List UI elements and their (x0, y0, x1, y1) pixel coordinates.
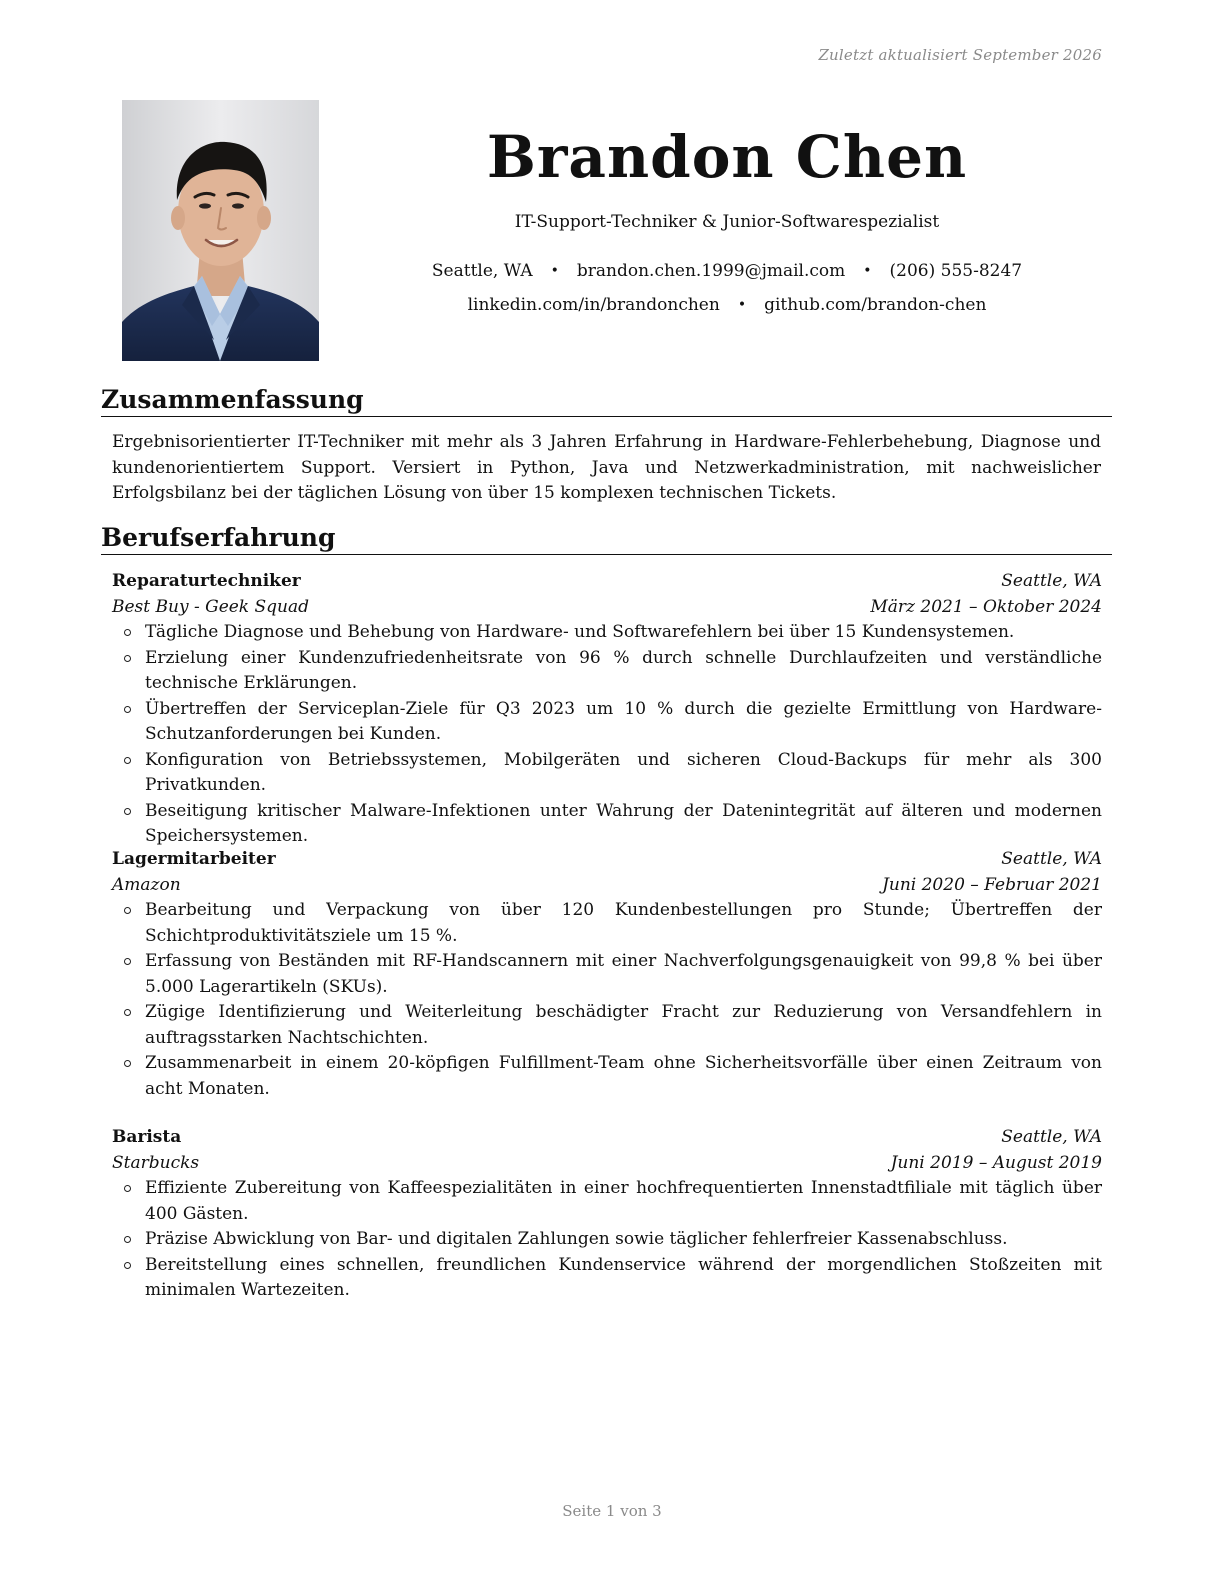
experience-heading: Berufserfahrung (101, 522, 1112, 555)
circle-bullet-icon (124, 1009, 131, 1016)
circle-bullet-icon (124, 629, 131, 636)
job-dates: Juni 2019 – August 2019 (890, 1152, 1102, 1173)
job-dates: März 2021 – Oktober 2024 (870, 596, 1102, 617)
contact-line-primary (330, 254, 1124, 288)
bullet-text: Konfiguration von Betriebssystemen, Mobilgeräten und sicheren Cloud-Backups für mehr als 300 Privatkunden. (145, 749, 1102, 795)
job-entry (112, 569, 1102, 850)
bullet-text: Erfassung von Beständen mit RF-Handscannern mit einer Nachverfolgungsgenauigkeit von 99,8 % bei über 5.000 Lagerartikeln (SKUs). (145, 951, 1102, 997)
bullet-separator: • (863, 263, 872, 279)
circle-bullet-icon (124, 706, 131, 713)
circle-bullet-icon (124, 958, 131, 965)
bullet-text: Bereitstellung eines schnellen, freundlichen Kundenservice während der morgendlichen Stoßzeiten mit minimalen Wartezeiten. (145, 1254, 1102, 1300)
summary-heading: Zusammenfassung (101, 384, 1112, 417)
email-link[interactable]: brandon.chen.1999@jmail.com (576, 261, 846, 281)
list-item (112, 1000, 1102, 1051)
job-title: Reparaturtechniker (112, 571, 301, 591)
job-title: Barista (112, 1127, 182, 1147)
job-entry (112, 1125, 1102, 1304)
job-company: Amazon (112, 874, 181, 895)
list-item (112, 1227, 1102, 1253)
last-updated-note: Zuletzt aktualisiert September 2026 (818, 46, 1102, 64)
job-entry (112, 847, 1102, 1102)
bullet-text: Bearbeitung und Verpackung von über 120 Kundenbestellungen pro Stunde; Übertreffen der Schichtproduktivitätsziele um 15 %. (145, 900, 1102, 946)
bullet-text: Tägliche Diagnose und Behebung von Hardware- und Softwarefehlern bei über 15 Kundensystemen. (145, 622, 1015, 642)
circle-bullet-icon (124, 907, 131, 914)
linkedin-link[interactable]: linkedin.com/in/brandonchen (467, 295, 720, 315)
job-company: Starbucks (112, 1152, 200, 1173)
circle-bullet-icon (124, 1262, 131, 1269)
list-item (112, 748, 1102, 799)
bullet-text: Effiziente Zubereitung von Kaffeespezialitäten in einer hochfrequentierten Innenstadtfiliale mit täglich über 400 Gästen. (145, 1178, 1102, 1224)
candidate-name: Brandon Chen (486, 123, 968, 191)
bullet-text: Präzise Abwicklung von Bar- und digitalen Zahlungen sowie täglicher fehlerfreier Kassenabschluss. (145, 1229, 1008, 1249)
list-item (112, 949, 1102, 1000)
list-item (112, 697, 1102, 748)
circle-bullet-icon (124, 1060, 131, 1067)
page-footer: Seite 1 von 3 (562, 1502, 662, 1520)
list-item (112, 1051, 1102, 1102)
bullet-separator: • (550, 263, 559, 279)
github-link[interactable]: github.com/brandon-chen (764, 295, 987, 315)
job-title: Lagermitarbeiter (112, 849, 276, 869)
job-location: Seattle, WA (1001, 1127, 1102, 1147)
resume-header (330, 118, 1124, 322)
job-header-row (112, 847, 1102, 873)
bullet-text: Zusammenarbeit in einem 20-köpfigen Fulfillment-Team ohne Sicherheitsvorfälle über einen Zeitraum von acht Monaten. (145, 1053, 1102, 1099)
job-subheader-row (112, 595, 1102, 621)
location-text: Seattle, WA (431, 261, 533, 281)
list-item (112, 799, 1102, 850)
job-company: Best Buy - Geek Squad (112, 596, 310, 617)
job-bullet-list (112, 620, 1102, 850)
bullet-text: Zügige Identifizierung und Weiterleitung beschädigter Fracht zur Reduzierung von Versandfehlern in auftragsstarken Nachtschichten. (145, 1002, 1102, 1048)
job-location: Seattle, WA (1001, 849, 1102, 869)
job-header-row (112, 1125, 1102, 1151)
job-dates: Juni 2020 – Februar 2021 (882, 874, 1102, 895)
job-bullet-list (112, 898, 1102, 1102)
job-subheader-row (112, 873, 1102, 899)
phone-text: (206) 555-8247 (889, 261, 1023, 281)
circle-bullet-icon (124, 808, 131, 815)
list-item (112, 646, 1102, 697)
bullet-text: Übertreffen der Serviceplan-Ziele für Q3 2023 um 10 % durch die gezielte Ermittlung von Hardware-Schutzanforderungen bei Kunden. (145, 698, 1102, 744)
circle-bullet-icon (124, 1236, 131, 1243)
list-item (112, 898, 1102, 949)
contact-line-secondary (330, 288, 1124, 322)
circle-bullet-icon (124, 1185, 131, 1192)
bullet-separator: • (737, 297, 747, 313)
list-item (112, 620, 1102, 646)
job-location: Seattle, WA (1001, 571, 1102, 591)
portrait-photo (122, 100, 319, 361)
job-subheader-row (112, 1151, 1102, 1177)
bullet-text: Erzielung einer Kundenzufriedenheitsrate von 96 % durch schnelle Durchlaufzeiten und verständliche technische Erklärungen. (145, 647, 1102, 693)
job-header-row (112, 569, 1102, 595)
portrait-illustration (122, 100, 319, 361)
candidate-headline: IT-Support-Techniker & Junior-Softwarespezialist (514, 212, 940, 232)
bullet-text: Beseitigung kritischer Malware-Infektionen unter Wahrung der Datenintegrität auf älteren und modernen Speichersystemen. (145, 800, 1102, 846)
list-item (112, 1176, 1102, 1227)
list-item (112, 1253, 1102, 1304)
circle-bullet-icon (124, 655, 131, 662)
summary-text: Ergebnisorientierter IT-Techniker mit mehr als 3 Jahren Erfahrung in Hardware-Fehlerbehebung, Diagnose und kundenorientiertem Support. Versiert in Python, Java und Netzwerkadministration, mit nachweislicher Erfolgsbilanz bei der täglichen Lösung von über 15 komplexen technischen Tickets. (112, 432, 1101, 503)
circle-bullet-icon (124, 757, 131, 764)
job-bullet-list (112, 1176, 1102, 1304)
